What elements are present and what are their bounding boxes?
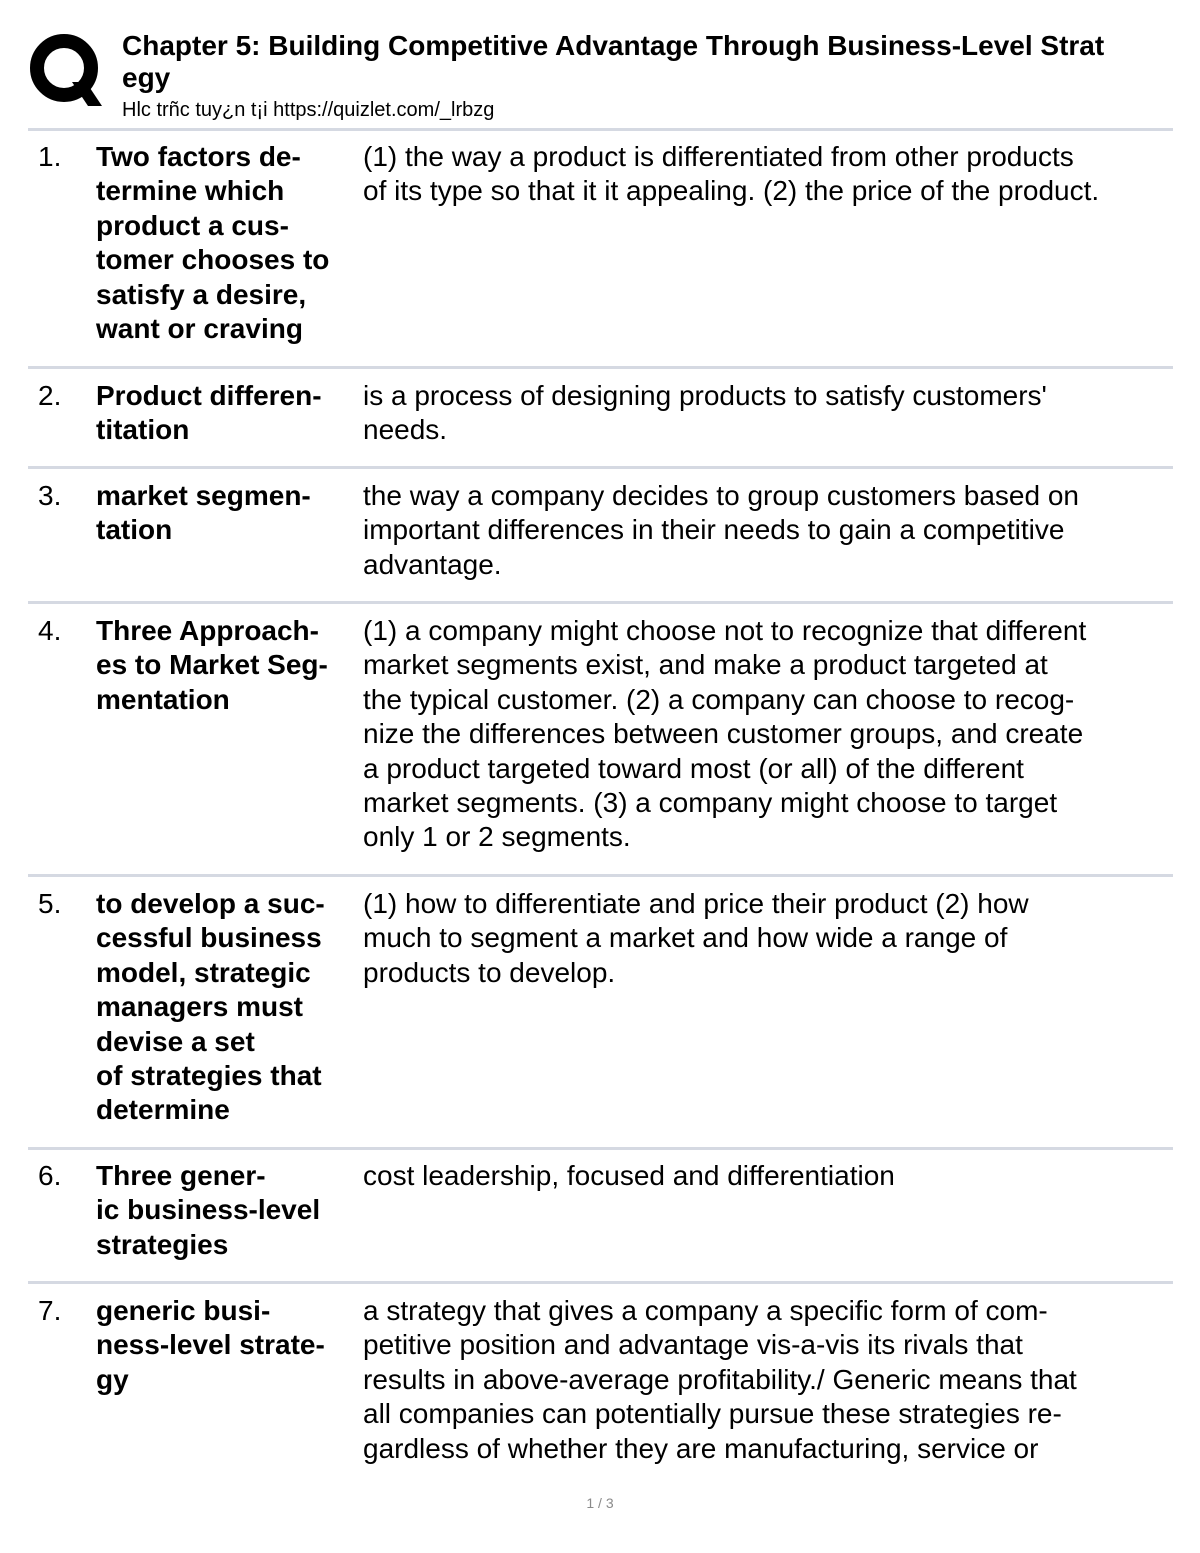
item-term: Two factors de- termine which product a cus- tomer chooses to satisfy a desire, want or craving <box>96 141 330 345</box>
item-definition: the way a company decides to group customers based on important differences in their needs to gain a competitive advantage. <box>363 480 1079 580</box>
item-definition: (1) the way a product is differentiated from other products of its type so that it it appealing. (2) the price of the product. <box>363 141 1100 207</box>
item-number: 6. <box>38 1160 62 1191</box>
divider <box>28 1281 1173 1284</box>
item-term: to develop a suc- cessful business model, strategic managers must devise a set of strategies that determine <box>96 888 325 1126</box>
item-number: 5. <box>38 888 62 919</box>
item-term: Product differen- titation <box>96 380 322 446</box>
item-number: 7. <box>38 1295 62 1326</box>
page-indicator: 1 / 3 <box>586 1495 614 1511</box>
item-definition: cost leadership, focused and differentiation <box>363 1160 895 1191</box>
item-term: generic busi- ness-level strate- gy <box>96 1295 325 1395</box>
item-term: market segmen- tation <box>96 480 311 546</box>
item-definition: is a process of designing products to satisfy customers' needs. <box>363 380 1047 446</box>
item-term: Three gener- ic business-level strategies <box>96 1160 321 1260</box>
source-url-subtitle: Hlc trñc tuy¿n t¡i https://quizlet.com/_lrbzg <box>122 99 495 121</box>
divider <box>28 128 1173 131</box>
item-number: 4. <box>38 615 62 646</box>
item-definition: (1) a company might choose not to recognize that different market segments exist, and make a product targeted at the typical customer. (2) a company can choose to recog- nize the differences between customer groups, and create a product targeted toward most (or all) of the different market segments. (3) a company might choose to target only 1 or 2 segments. <box>363 615 1087 853</box>
page-header <box>28 30 1200 126</box>
item-term: Three Approach- es to Market Seg- mentation <box>96 615 328 715</box>
divider <box>28 466 1173 469</box>
item-number: 2. <box>38 380 62 411</box>
divider <box>28 601 1173 604</box>
item-number: 3. <box>38 480 62 511</box>
item-number: 1. <box>38 141 62 172</box>
divider <box>28 1147 1173 1150</box>
document-title: Chapter 5: Building Competitive Advantage Through Business-Level Strat <box>122 30 1105 61</box>
divider <box>28 366 1173 369</box>
divider <box>28 874 1173 877</box>
item-definition: a strategy that gives a company a specific form of com- petitive position and advantage vis-a-vis its rivals that results in above-average profitability./ Generic means that all companies can potentially pursue these strategies re- gardless of whether they are manufacturing, service or <box>363 1295 1077 1464</box>
item-definition: (1) how to differentiate and price their product (2) how much to segment a market and how wide a range of products to develop. <box>363 888 1029 988</box>
document-title-continuation: egy <box>122 62 171 93</box>
quizlet-q-logo-icon <box>28 32 104 108</box>
